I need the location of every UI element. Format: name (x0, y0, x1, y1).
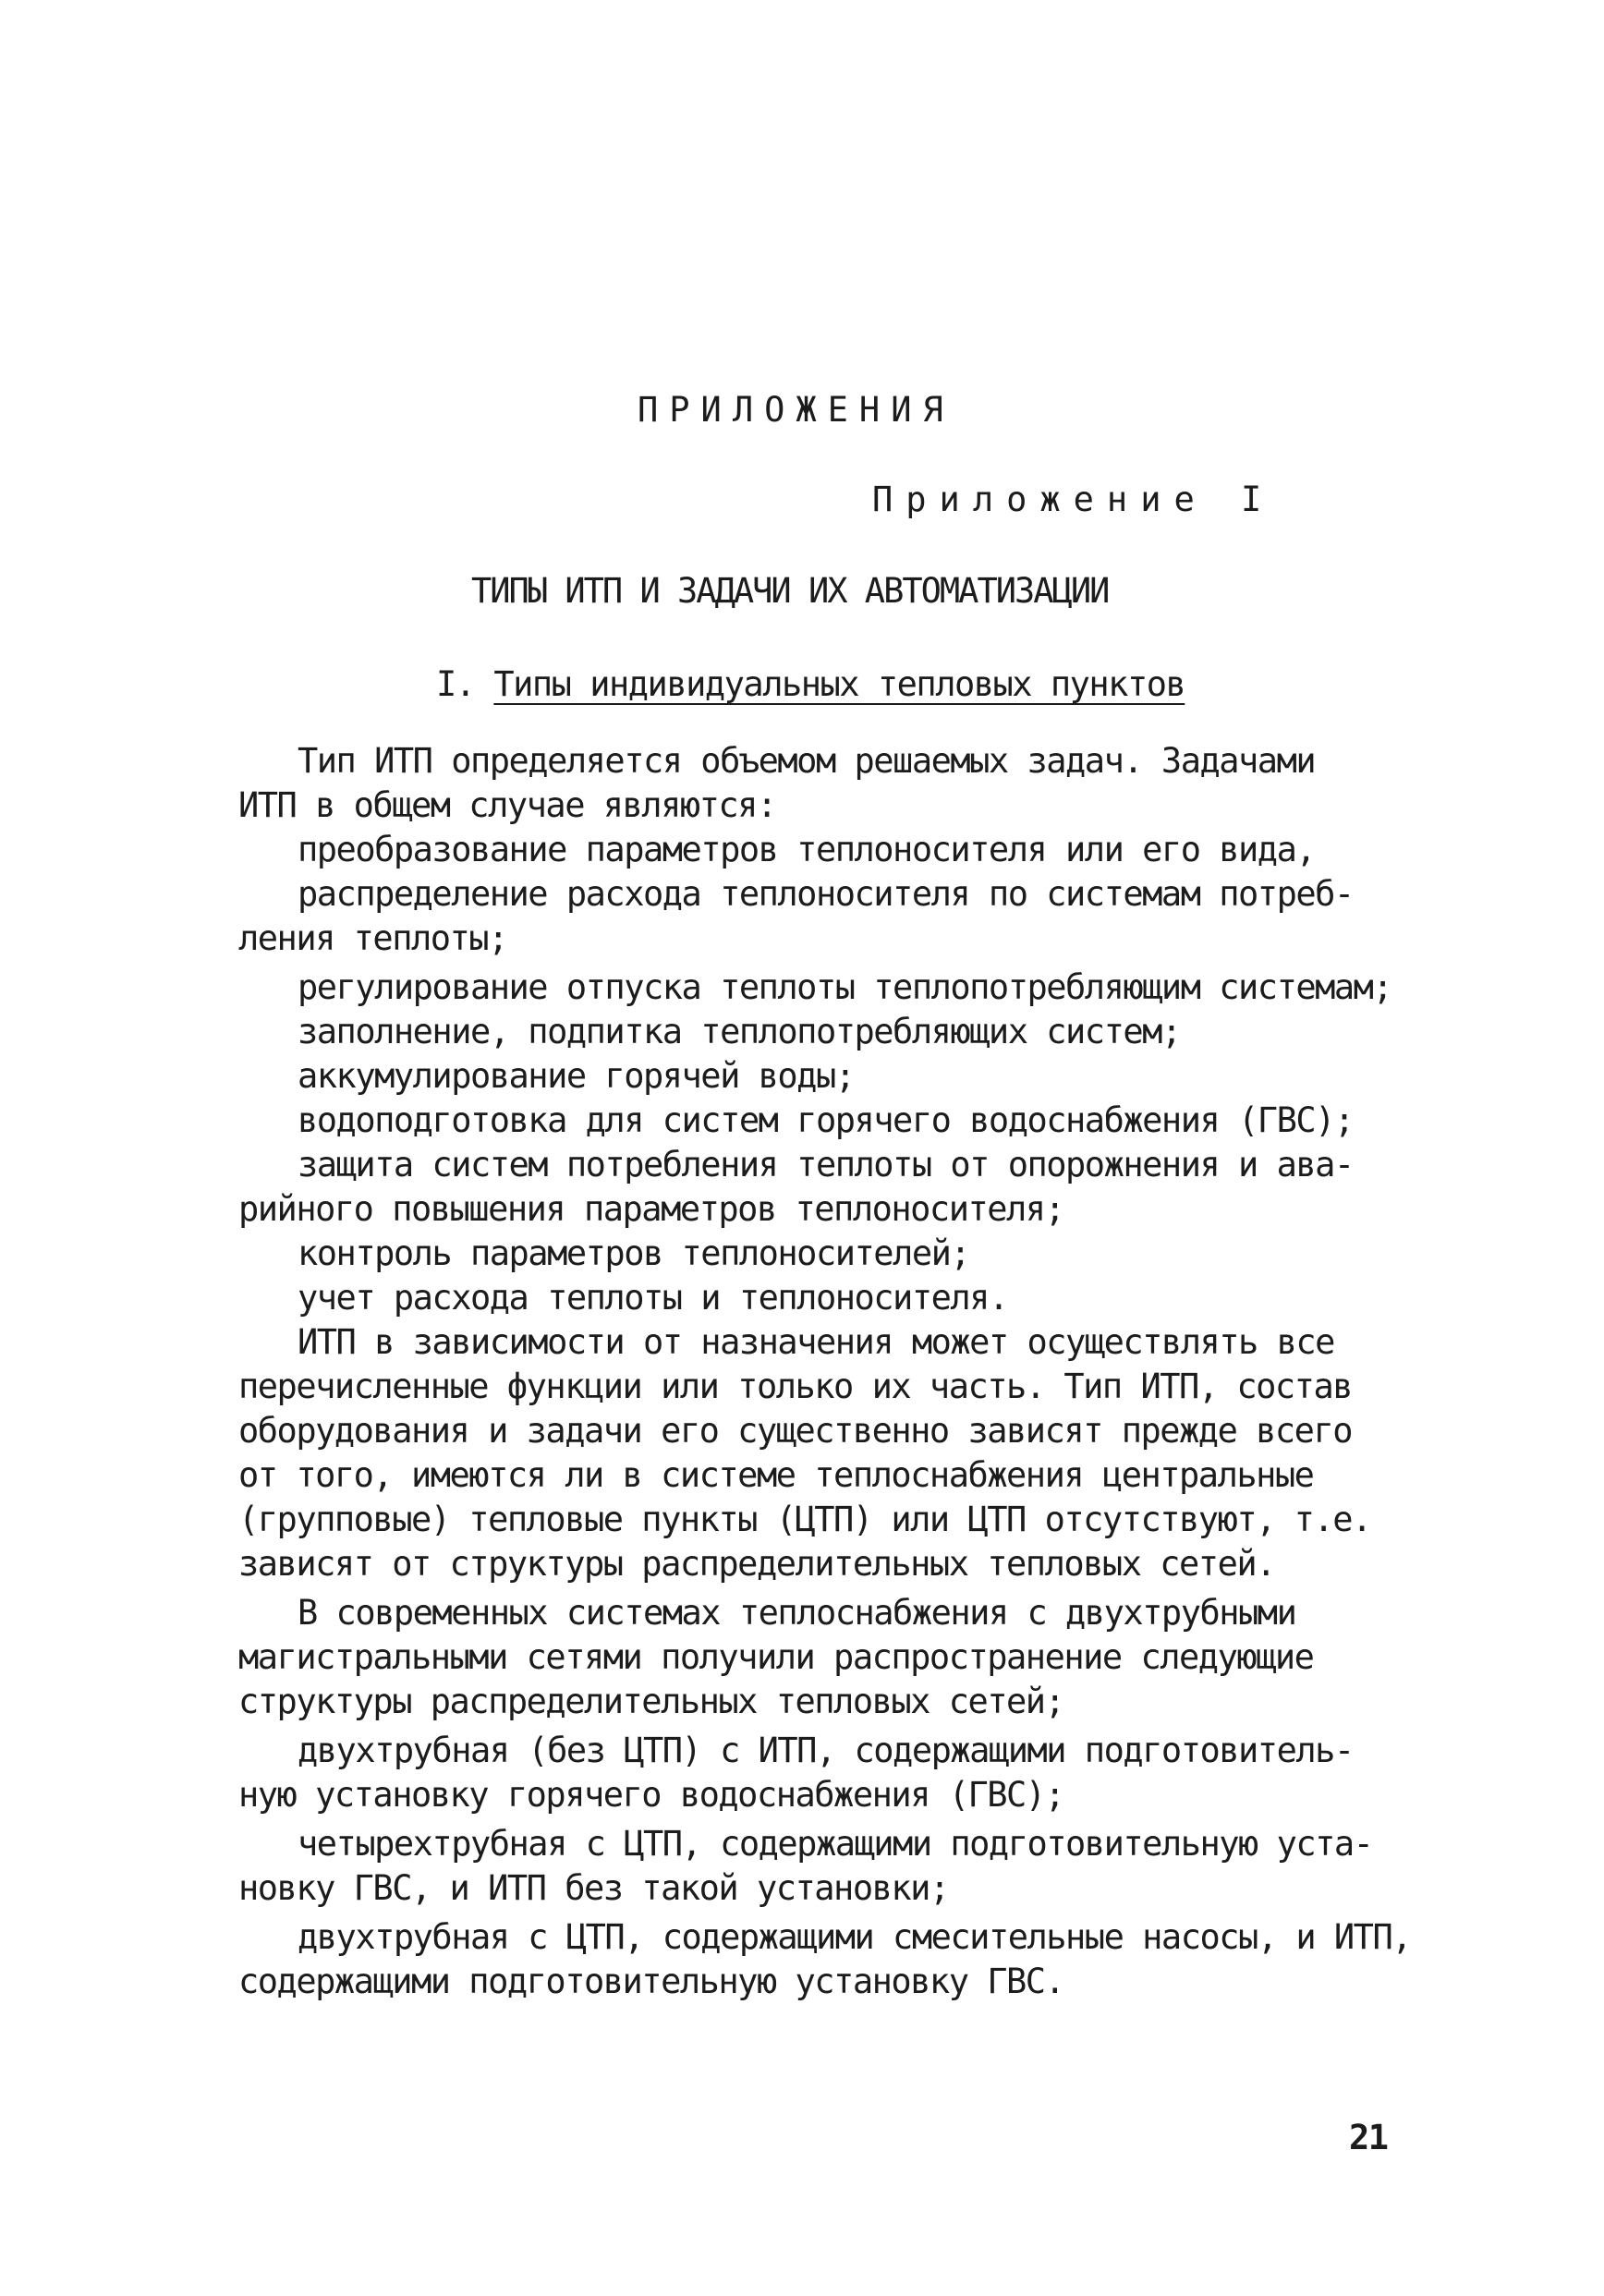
body-line: двухтрубная с ЦТП, содержащими смесительные насосы, и ИТП, (298, 1917, 1412, 1957)
body-line: перечисленные функции или только их часть. Тип ИТП, состав (238, 1367, 1353, 1406)
body-line: магистральными сетями получили распространение следующие (238, 1637, 1314, 1677)
subheading (436, 662, 1185, 707)
body-line: регулирование отпуска теплоты теплопотребляющим системам; (298, 967, 1392, 1007)
subheading-text: Типы индивидуальных тепловых пунктов (493, 664, 1185, 704)
body-line: новку ГВС, и ИТП без такой установки; (238, 1868, 949, 1908)
body-line: структуры распределительных тепловых сетей; (238, 1682, 1064, 1721)
body-line: Тип ИТП определяется объемом решаемых задач. Задачами (298, 741, 1316, 781)
body-line: водоподготовка для систем горячего водоснабжения (ГВС); (298, 1100, 1354, 1140)
body-line: преобразование параметров теплоносителя или его вида, (298, 830, 1316, 869)
body-line: четырехтрубная с ЦТП, содержащими подготовительную уста- (298, 1824, 1373, 1864)
body-line: ИТП в зависимости от назначения может осуществлять все (298, 1322, 1334, 1362)
subheading-number: I. (436, 664, 475, 704)
body-line: от того, имеются ли в системе теплоснабжения центральные (238, 1455, 1314, 1495)
body-line: рийного повышения параметров теплоносителя; (238, 1189, 1064, 1229)
body-line: ления теплоты; (238, 918, 507, 958)
body-line: заполнение, подпитка теплопотребляющих систем; (298, 1012, 1181, 1051)
body-line: содержащими подготовительную установку ГВС. (238, 1962, 1064, 2001)
body-line: оборудования и задачи его существенно зависят прежде всего (238, 1411, 1353, 1451)
body-line: двухтрубная (без ЦТП) с ИТП, содержащими подготовитель- (298, 1731, 1354, 1770)
appendix-label: Приложение I (872, 480, 1275, 519)
body-line: контроль параметров теплоносителей; (298, 1233, 970, 1273)
section-title: ТИПЫ ИТП И ЗАДАЧИ ИХ АВТОМАТИЗАЦИИ (471, 571, 1109, 611)
body-line: распределение расхода теплоносителя по системам потреб- (298, 874, 1354, 914)
body-line: аккумулирование горячей воды; (298, 1056, 855, 1096)
body-line: зависят от структуры распределительных тепловых сетей. (238, 1544, 1275, 1584)
page-number: 21 (1349, 2118, 1388, 2157)
body-line: учет расхода теплоты и теплоносителя. (298, 1278, 1008, 1318)
body-line: защита систем потребления теплоты от опорожнения и ава- (298, 1145, 1354, 1184)
body-line: (групповые) тепловые пункты (ЦТП) или ЦТП отсутствуют, т.е. (238, 1500, 1371, 1539)
body-line: ИТП в общем случае являются: (238, 785, 776, 825)
document-heading: ПРИЛОЖЕНИЯ (638, 390, 954, 430)
body-line: ную установку горячего водоснабжения (ГВС); (238, 1775, 1064, 1815)
body-line: В современных системах теплоснабжения с двухтрубными (298, 1593, 1296, 1633)
